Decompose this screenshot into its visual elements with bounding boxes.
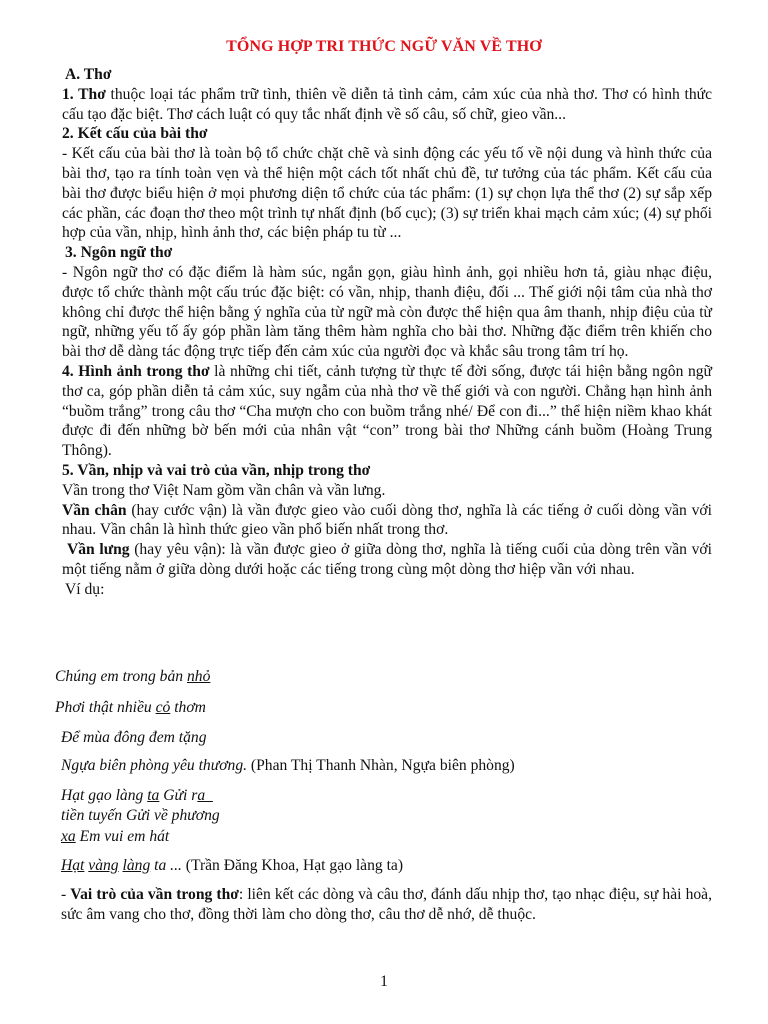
paragraph-ngon-ngu: - Ngôn ngữ thơ có đặc điểm là hàm súc, ngắn gọn, giàu hình ảnh, gọi nhiều hơn tả, giàu nhạc điệu, được tổ chức thành một cấu trúc đặc biệt: có vần, nhịp, thanh điệu, đối ... Thế giới nội tâm của nhà thơ không chỉ được thể hiện bằng ý nghĩa của từ ngữ mà còn được thể hiện qua âm thanh, nhịp điệu của từ ngữ, những yếu tố ấy góp phần làm tăng thêm hàm nghĩa cho bài thơ. Những đặc điểm trên khiến cho bài thơ dễ dàng tác động trực tiếp đến cảm xúc của người đọc và khắc sâu trong tâm trí họ.	[62, 263, 712, 361]
paragraph-vai-tro	[61, 885, 712, 925]
poem1-line-1	[55, 667, 210, 687]
vai-tro-term: Vai trò của vần trong thơ	[70, 886, 239, 903]
poem2-source: (Trần Đăng Khoa, Hạt gạo làng ta)	[181, 857, 404, 874]
poem2-line-3	[61, 827, 169, 847]
vai-tro-text: : liên kết các dòng và câu thơ, đánh dấu nhịp thơ, tạo nhạc điệu, sự hài hoà, sức âm vang cho thơ, đồng thời làm cho dòng thơ, câu thơ dễ nhớ, dễ thuộc.	[61, 886, 712, 923]
poem2-line-4-text: ta ...	[150, 857, 182, 874]
van-lung-text: (hay yêu vận): là vần được gieo ở giữa dòng thơ, nghĩa là tiếng cuối của dòng trên vần với một tiếng nằm ở giữa dòng dưới hoặc các tiếng trong cùng một dòng thơ hiệp vần với nhau.	[62, 541, 712, 578]
document-title: TỔNG HỢP TRI THỨC NGỮ VĂN VỀ THƠ	[226, 38, 542, 55]
poem2-line-3-rhyme: xa	[61, 828, 76, 845]
heading-van-nhip: 5. Vần, nhịp và vai trò của vần, nhịp trong thơ	[62, 461, 371, 479]
vai-tro-dash: -	[61, 886, 71, 903]
poem1-line-3: Để mùa đông đem tặng	[61, 729, 207, 746]
tho-text: thuộc loại tác phẩm trữ tình, thiên về diễn tả tình cảm, cảm xúc của nhà thơ. Thơ có hình thức cấu tạo đặc biệt. Thơ cách luật có quy tắc nhất định về số câu, số chữ, gieo vần...	[62, 85, 712, 123]
poem2-line-2: tiền tuyến Gửi về phương	[61, 807, 220, 824]
poem2-line-4	[61, 856, 403, 876]
hinh-anh-text: là những chi tiết, cảnh tượng từ thực tế đời sống, được tái hiện bằng ngôn ngữ thơ ca, góp phần diễn tả cảm xúc, suy ngẫm của nhà thơ về thế giới và con người. Chẳng hạn hình ảnh “buồm trắng” trong câu thơ “Cha mượn cho con buồm trắng nhé/ Để con đi...” thể hiện niềm khao khát được đi đến những bờ bến mới của nhân vật “con” trong bài thơ Những cánh buồm (Hoàng Trung Thông).	[62, 362, 712, 460]
heading-ngon-ngu: 3. Ngôn ngữ thơ	[65, 244, 173, 262]
poem2-line-3-text: Em vui em hát	[75, 828, 170, 845]
poem2-line-1-text-mid: Gửi r	[159, 787, 198, 804]
poem1-source: (Phan Thị Thanh Nhàn, Ngựa biên phòng)	[247, 757, 515, 774]
poem1-line-4	[61, 756, 515, 776]
paragraph-tho	[62, 85, 712, 125]
poem2-line-1-rhyme-end: a	[197, 787, 213, 804]
poem1-line-2-text-end: thơm	[170, 699, 206, 716]
poem1-line-4-text: Ngựa biên phòng yêu thương.	[61, 757, 248, 774]
tho-term: Thơ	[78, 85, 106, 103]
poem2-line-1-rhyme: ta	[147, 787, 160, 804]
paragraph-van-chan	[62, 501, 712, 541]
poem2-line-4-word-2: vàng	[88, 857, 119, 874]
page-number: 1	[380, 973, 388, 990]
paragraph-ket-cau: - Kết cấu của bài thơ là toàn bộ tổ chức chặt chẽ và sinh động các yếu tố về nội dung và hình thức của bài thơ, tạo ra tính toàn vẹn và thể hiện một cách tốt nhất chủ đề, tư tưởng của tác phẩm. Kết cấu của bài thơ được biểu hiện ở mọi phương diện tổ chức của tác phẩm: (1) sự chọn lựa thể thơ (2) sự sắp xếp các phần, các đoạn thơ theo một trình tự nhất định (bố cục); (3) sự triển khai mạch cảm xúc; (4) sự phối hợp của vần, nhịp, hình ảnh thơ, các biện pháp tu từ ...	[62, 145, 712, 242]
poem1-line-2-rhyme: cỏ	[155, 699, 171, 716]
heading-ket-cau: 2. Kết cấu của bài thơ	[62, 125, 208, 143]
poem1-line-1-text: Chúng em trong bản	[55, 668, 187, 685]
tho-number: 1.	[62, 85, 79, 103]
section-a-heading: A. Thơ	[65, 66, 112, 83]
van-lung-term: Vần lưng	[67, 541, 130, 559]
poem2-line-4-word-3: làng	[122, 857, 151, 874]
heading-hinh-anh: 4. Hình ảnh trong thơ	[62, 362, 210, 380]
poem2-line-4-word-1: Hạt	[61, 857, 85, 874]
van-chan-text: (hay cước vận) là vần được gieo vào cuối dòng thơ, nghĩa là các tiếng ở cuối dòng vần với nhau. Vần chân là hình thức gieo vần phổ biến nhất trong thơ.	[62, 501, 712, 539]
paragraph-van-lung	[62, 540, 712, 580]
example-label: Ví dụ:	[65, 580, 105, 598]
poem2-line-1	[61, 786, 213, 806]
paragraph-hinh-anh	[62, 362, 712, 461]
poem1-line-1-rhyme: nhỏ	[186, 668, 211, 685]
van-chan-term: Vần chân	[62, 501, 127, 519]
paragraph-van-intro: Vần trong thơ Việt Nam gồm vần chân và vần lưng.	[62, 481, 386, 499]
poem1-line-2	[55, 698, 206, 718]
poem1-line-2-text: Phơi thật nhiều	[55, 699, 156, 716]
document-body	[62, 65, 712, 600]
poem2-line-1-text: Hạt gạo làng	[61, 787, 148, 804]
